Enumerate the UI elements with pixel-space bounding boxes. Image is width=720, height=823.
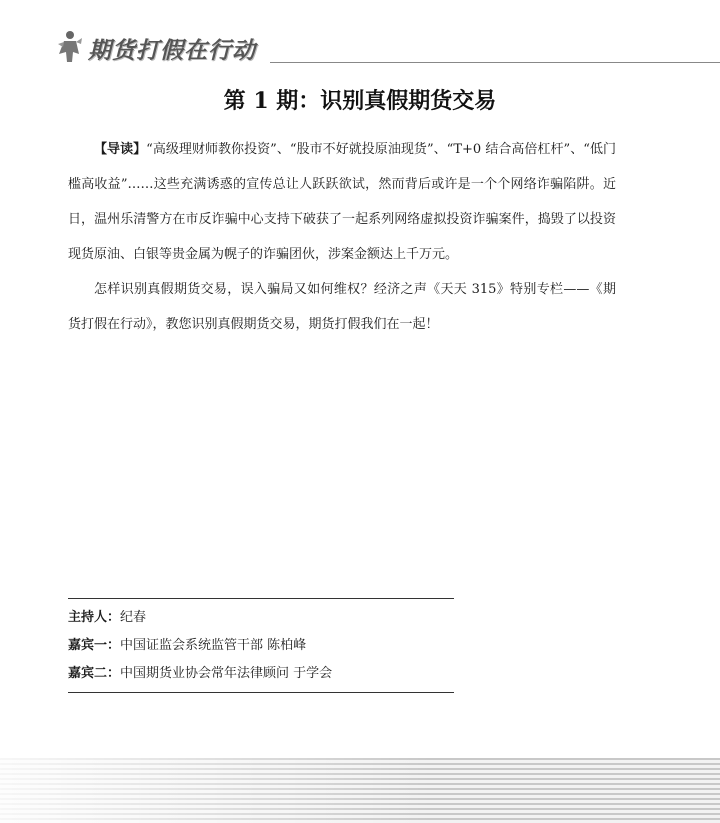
figure-logo-icon bbox=[54, 28, 84, 64]
page-header bbox=[0, 0, 720, 70]
program-info bbox=[68, 604, 488, 688]
guest1-row bbox=[68, 632, 488, 660]
guest2-label: 嘉宾二： bbox=[68, 666, 121, 681]
footer-fade bbox=[0, 758, 720, 823]
lead-paragraph bbox=[68, 132, 616, 272]
guest1-value: 中国证监会系统监管干部 陈柏峰 bbox=[120, 638, 307, 653]
header-divider bbox=[270, 62, 720, 63]
article-body bbox=[68, 132, 616, 342]
info-bottom-divider bbox=[68, 692, 454, 693]
guest2-row bbox=[68, 660, 488, 688]
article-title: 第 1 期：识别真假期货交易 bbox=[223, 88, 497, 114]
host-label: 主持人： bbox=[68, 610, 121, 625]
host-row bbox=[68, 604, 488, 632]
info-top-divider bbox=[68, 598, 454, 599]
guest2-value: 中国期货业协会常年法律顾问 于学会 bbox=[120, 666, 333, 681]
host-value: 纪春 bbox=[120, 610, 147, 625]
lead-label: 【导读】 bbox=[94, 142, 147, 157]
section-title: 期货打假在行动 bbox=[88, 38, 256, 64]
intro-paragraph: 怎样识别真假期货交易，误入骗局又如何维权？经济之声《天天 315》特别专栏——《期货打假在行动》，教您识别真假期货交易，期货打假我们在一起！ bbox=[68, 282, 616, 332]
lead-text: “高级理财师教你投资”、“股市不好就投原油现货”、“T+0 结合高倍杠杆”、“低门槛高收益”……这些充满诱惑的宣传总让人跃跃欲试，然而背后或许是一个个网络诈骗陷阱。近日，温州乐清警方在市反诈骗中心支持下破获了一起系列网络虚拟投资诈骗案件，捣毁了以投资现货原油、白银等贵金属为幌子的诈骗团伙，涉案金额达上千万元。 bbox=[68, 142, 616, 262]
guest1-label: 嘉宾一： bbox=[68, 638, 121, 653]
